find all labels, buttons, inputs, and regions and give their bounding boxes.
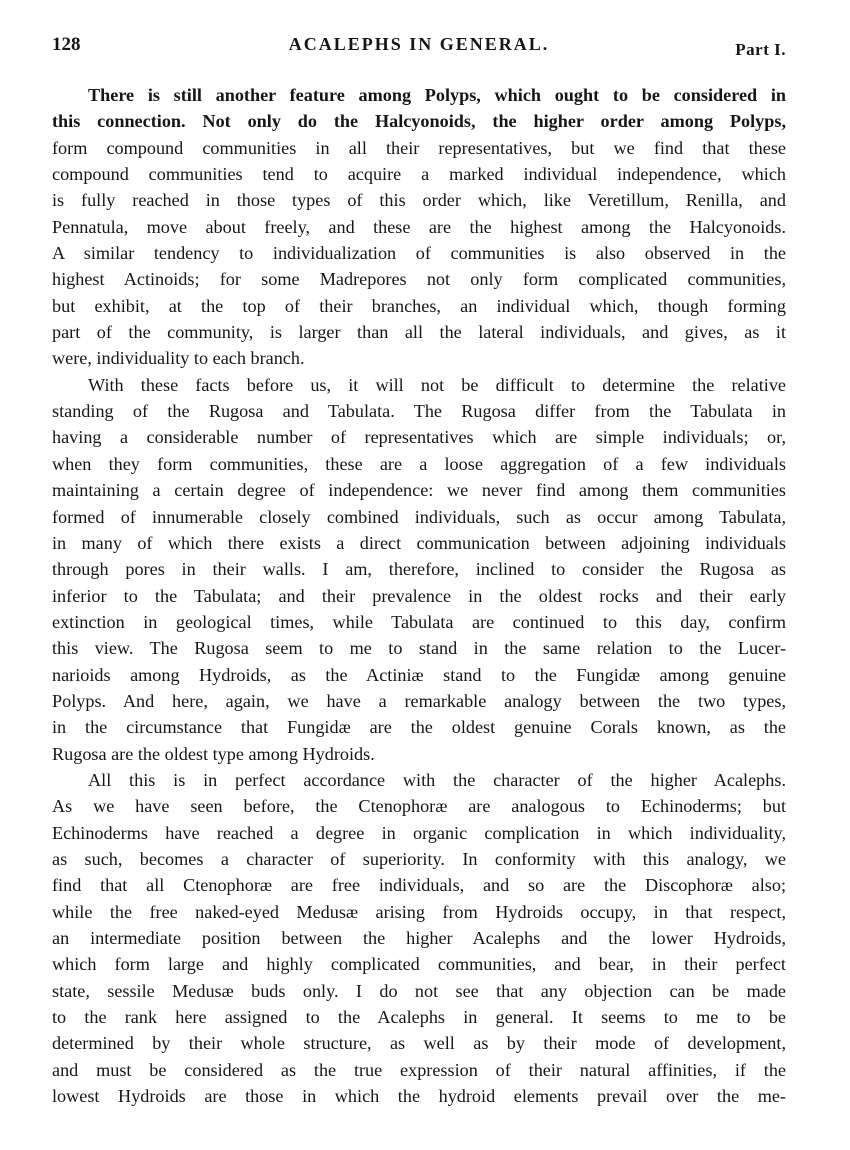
text-line: is fully reached in those types of this order which, like Veretillum, Renilla, and [52,190,786,211]
text-line: lowest Hydroids are those in which the hydroid elements prevail over the me- [52,1086,786,1107]
page-number: 128 [52,34,81,55]
text-line: inferior to the Tabulata; and their prevalence in the oldest rocks and their early [52,585,786,606]
text-line: in the circumstance that Fungidæ are the oldest genuine Corals known, as the [52,717,786,738]
text-line: With these facts before us, it will not be difficult to determine the relative [88,374,786,395]
text-line: as such, becomes a character of superiority. In conformity with this analogy, we [52,848,786,869]
text-line: highest Actinoids; for some Madrepores not only form complicated communities, [52,269,786,290]
text-line: state, sessile Medusæ buds only. I do not see that any objection can be made [52,980,786,1001]
text-line: and must be considered as the true expression of their natural affinities, if the [52,1059,786,1080]
running-title: ACALEPHS IN GENERAL. [288,34,550,54]
text-line: There is still another feature among Polyps, which ought to be considered in [88,85,786,105]
text-line: A similar tendency to individualization of communities is also observed in the [52,243,786,264]
text-line: standing of the Rugosa and Tabulata. The Rugosa differ from the Tabulata in [52,401,786,422]
text-line: this connection. Not only do the Halcyonoids, the higher order among Polyps, [52,111,786,132]
text-line: were, individuality to each branch. [52,348,305,369]
text-line: form compound communities in all their representatives, but we find that these [52,137,786,158]
text-line: As we have seen before, the Ctenophoræ are analogous to Echinoderms; but [52,796,786,817]
body-text [52,82,786,1109]
text-line: maintaining a certain degree of independence: we never find among them communities [52,480,786,501]
text-line: formed of innumerable closely combined individuals, such as occur among Tabulata, [52,506,786,527]
part-label: Part I. [735,40,786,59]
text-line: having a considerable number of representatives which are simple individuals; or, [52,427,786,448]
text-line: to the rank here assigned to the Acalephs in general. It seems to me to be [52,1007,786,1028]
text-line: but exhibit, at the top of their branches, an individual which, though forming [52,295,786,316]
text-line: Rugosa are the oldest type among Hydroids. [52,743,375,764]
text-line: Echinoderms have reached a degree in organic complication in which individuality, [52,822,786,843]
text-line: which form large and highly complicated communities, and bear, in their perfect [52,954,786,975]
text-line: while the free naked-eyed Medusæ arising from Hydroids occupy, in that respect, [52,901,786,922]
text-line: determined by their whole structure, as well as by their mode of development, [52,1033,786,1054]
text-line: Pennatula, move about freely, and these are the highest among the Halcyonoids. [52,216,786,237]
text-line: Polyps. And here, again, we have a remarkable analogy between the two types, [52,690,786,711]
text-line: through pores in their walls. I am, therefore, inclined to consider the Rugosa as [52,559,786,580]
text-line: find that all Ctenophoræ are free individuals, and so are the Discophoræ also; [52,875,786,896]
text-line: in many of which there exists a direct communication between adjoining individuals [52,532,786,553]
text-line: part of the community, is larger than all the lateral individuals, and gives, as it [52,322,786,343]
text-line: compound communities tend to acquire a marked individual independence, which [52,164,786,185]
text-line: narioids among Hydroids, as the Actiniæ stand to the Fungidæ among genuine [52,664,786,685]
text-line: an intermediate position between the higher Acalephs and the lower Hydroids, [52,928,786,948]
text-line: when they form communities, these are a loose aggregation of a few individuals [52,453,786,474]
text-line: extinction in geological times, while Tabulata are continued to this day, confirm [52,611,786,632]
running-head [52,32,786,62]
text-line: this view. The Rugosa seem to me to stand in the same relation to the Lucer- [52,638,786,659]
text-line: All this is in perfect accordance with the character of the higher Acalephs. [88,769,786,790]
